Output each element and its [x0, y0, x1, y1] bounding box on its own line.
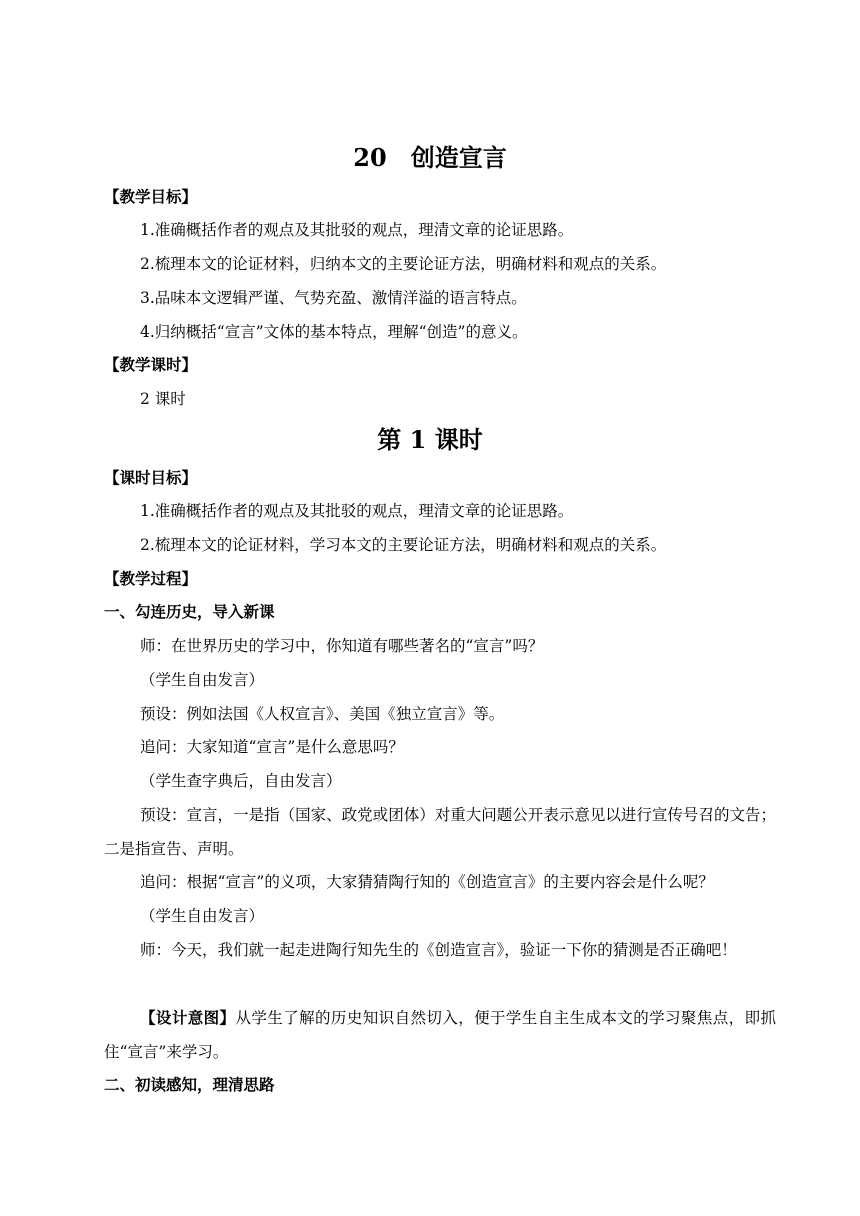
section-heading-2: 二、初读感知，理清思路: [104, 1075, 275, 1094]
hours-value: 2 课时: [140, 390, 186, 408]
objective-item: 4.归纳概括“宣言”文体的基本特点，理解“创造”的意义。: [140, 323, 528, 341]
document-title: 20 创造宣言: [353, 143, 507, 172]
lesson-goal-item: 1.准确概括作者的观点及其批驳的观点，理清文章的论证思路。: [140, 502, 574, 520]
section-heading-1: 一、勾连历史，导入新课: [104, 602, 275, 621]
paragraph: 追问：根据“宣言”的义项，大家猜猜陶行知的《创造宣言》的主要内容会是什么呢？: [140, 873, 714, 891]
objectives-heading: 【教学目标】: [104, 187, 198, 206]
lesson-goal-item: 2.梳理本文的论证材料，学习本文的主要论证方法，明确材料和观点的关系。: [140, 536, 667, 554]
paragraph: 预设：例如法国《人权宣言》、美国《独立宣言》等。: [140, 705, 505, 723]
objective-item: 1.准确概括作者的观点及其批驳的观点，理清文章的论证思路。: [140, 221, 574, 239]
design-intent-paragraph: [104, 1001, 776, 1069]
paragraph: （学生查字典后，自由发言）: [140, 772, 342, 790]
paragraph: （学生自由发言）: [140, 671, 265, 689]
paragraph-wrapped: 师：今天，我们就一起走进陶行知先生的《创造宣言》，验证一下你的猜测是否正确吧！: [140, 941, 737, 959]
paragraph: 师：在世界历史的学习中，你知道有哪些著名的“宣言”吗？: [140, 637, 544, 655]
design-intent-text: 从学生了解的历史知识自然切入，便于学生自主生成本文的学习聚焦点，即抓住“宣言”来学习。: [104, 1009, 776, 1061]
process-heading: 【教学过程】: [104, 569, 198, 588]
objective-item: 2.梳理本文的论证材料，归纳本文的主要论证方法，明确材料和观点的关系。: [140, 255, 667, 273]
design-intent-label: 【设计意图】: [140, 1008, 236, 1027]
lesson-title: 第 1 课时: [377, 425, 483, 454]
hours-heading: 【教学课时】: [104, 355, 198, 374]
paragraph: 追问：大家知道“宣言”是什么意思吗？: [140, 738, 404, 756]
objective-item: 3.品味本文逻辑严谨、气势充盈、激情洋溢的语言特点。: [140, 289, 527, 307]
paragraph: （学生自由发言）: [140, 907, 265, 925]
paragraph-wrapped: 预设：宣言，一是指（国家、政党或团体）对重大问题公开表示意见以进行宣传号召的文告；二是指宣告、声明。: [104, 806, 776, 858]
lesson-goal-heading: 【课时目标】: [104, 468, 198, 487]
